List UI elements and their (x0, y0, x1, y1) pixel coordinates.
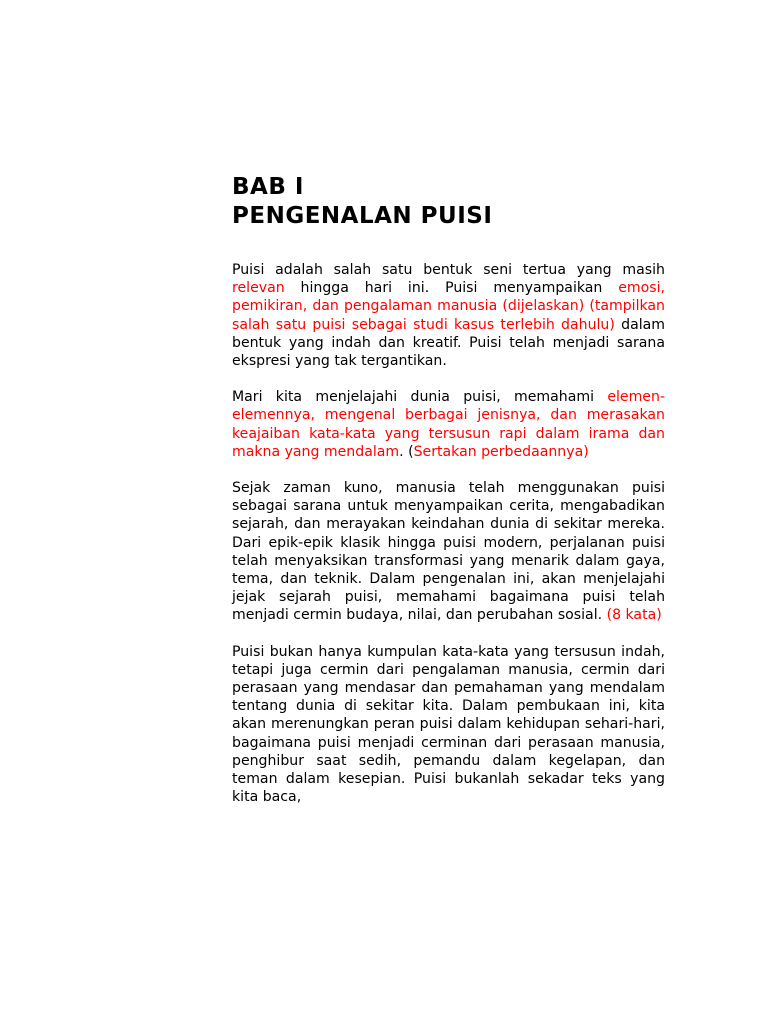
paragraph-3 (232, 479, 665, 625)
text-segment: Puisi bukan hanya kumpulan kata-kata yang tersusun indah, tetapi juga cermin dari pengalaman manusia, cermin dari perasaan yang mendasar dan pemahaman yang mendalam tentang dunia di sekitar kita. Dalam pembukaan ini, kita akan merenungkan peran puisi dalam kehidupan sehari-hari, bagaimana puisi menjadi cerminan dari perasaan manusia, penghibur saat sedih, pemandu dalam kegelapan, dan teman dalam kesepian. Puisi bukanlah sekadar teks yang kita baca, (232, 643, 665, 806)
text-segment: Puisi adalah salah satu bentuk seni tertua yang masih (232, 262, 665, 278)
paragraph-2 (232, 388, 665, 461)
chapter-title: PENGENALAN PUISI (232, 203, 493, 229)
chapter-heading (232, 173, 665, 231)
annotation-segment: emosi, pemikiran, dan pengalaman manusia (dijelaskan) (tampilkan salah satu puisi sebagai studi kasus terlebih dahulu) (232, 280, 665, 333)
document-page (232, 173, 665, 824)
chapter-number: BAB I (232, 174, 304, 200)
text-segment: hingga hari ini. Puisi menyampaikan (284, 280, 619, 297)
annotation-segment: elemen-elemennya, mengenal berbagai jenisnya, dan merasakan keajaiban kata-kata yang tersusun rapi dalam irama dan makna yang mendalam (232, 389, 665, 460)
annotation-segment: Sertakan perbedaannya) (413, 443, 589, 460)
paragraph-1 (232, 261, 665, 370)
text-segment: dalam bentuk yang indah dan kreatif. Puisi telah menjadi sarana ekspresi yang tak tergantikan. (232, 316, 665, 370)
text-segment: Mari kita menjelajahi dunia puisi, memahami (232, 389, 608, 406)
annotation-segment: relevan (232, 280, 285, 297)
paragraph-4 (232, 643, 665, 807)
text-segment: . ( (399, 443, 414, 460)
annotation-segment: (8 kata) (606, 607, 662, 624)
text-segment: Sejak zaman kuno, manusia telah menggunakan puisi sebagai sarana untuk menyampaikan cerita, mengabadikan sejarah, dan merayakan keindahan dunia di sekitar mereka. Dari epik-epik klasik hingga puisi modern, perjalanan puisi telah menyaksikan transformasi yang menarik dalam gaya, tema, dan teknik. Dalam pengenalan ini, akan menjelajahi jejak sejarah puisi, memahami bagaimana puisi telah menjadi cermin budaya, nilai, dan perubahan sosial. (232, 480, 665, 624)
